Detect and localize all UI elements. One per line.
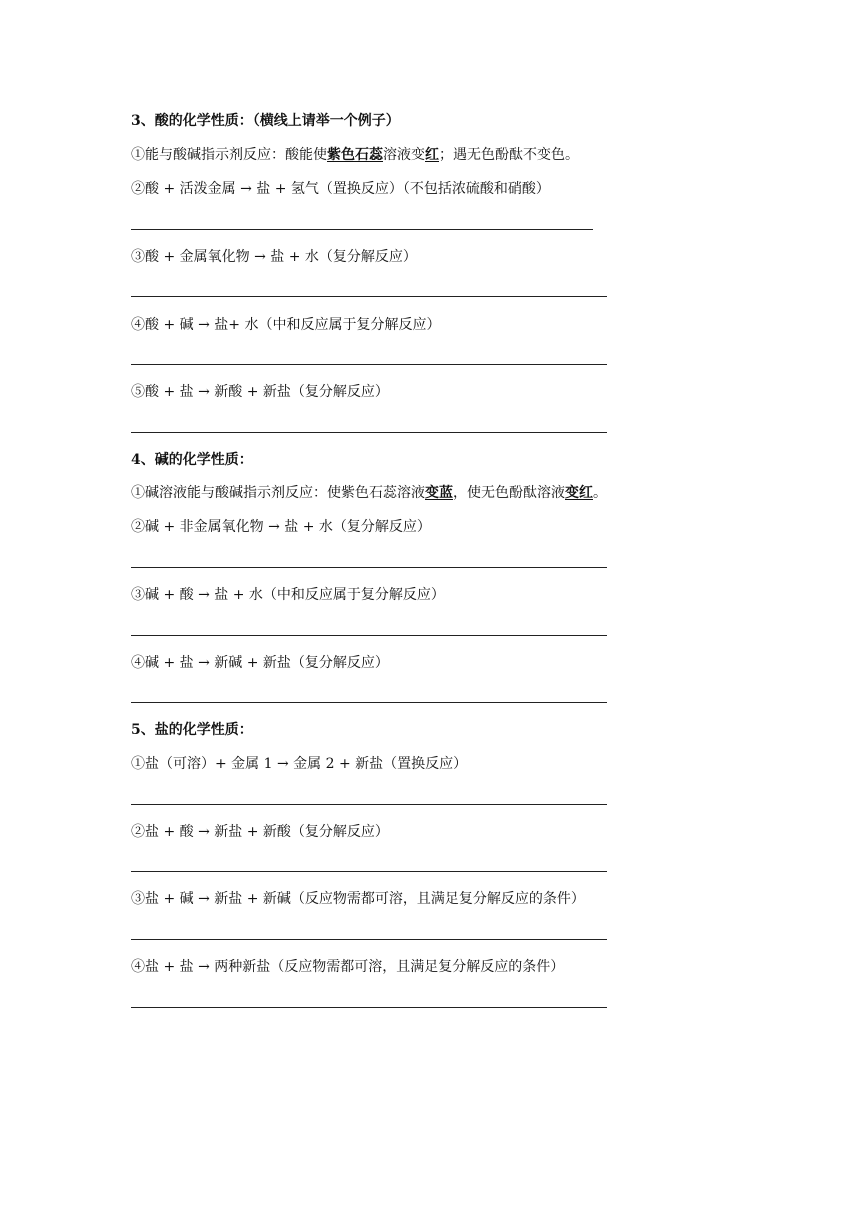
emphasis-turn-red: 变红 xyxy=(565,485,593,501)
section-heading-salt: 5、盐的化学性质： xyxy=(131,722,253,738)
answer-blank-salt-4[interactable] xyxy=(131,1007,607,1008)
base-property-4: ④碱 + 盐 → 新碱 + 新盐（复分解反应） xyxy=(131,655,389,671)
acid-property-1 xyxy=(131,145,579,165)
acid-property-4: ④酸 + 碱 → 盐+ 水（中和反应属于复分解反应） xyxy=(131,317,441,333)
salt-property-4: ④盐 + 盐 → 两种新盐（反应物需都可溶，且满足复分解反应的条件） xyxy=(131,959,565,975)
acid-property-3: ③酸 + 金属氧化物 → 盐 + 水（复分解反应） xyxy=(131,249,417,265)
base-property-1 xyxy=(131,483,607,503)
answer-blank-acid-2[interactable] xyxy=(131,229,593,230)
base-property-3: ③碱 + 酸 → 盐 + 水（中和反应属于复分解反应） xyxy=(131,587,445,603)
answer-blank-acid-4[interactable] xyxy=(131,364,607,365)
text-run: 溶液变 xyxy=(383,147,425,163)
text-run: ；遇无色酚酞不变色。 xyxy=(439,147,579,163)
text-run: ①碱溶液能与酸碱指示剂反应：使紫色石蕊溶液 xyxy=(131,485,425,501)
emphasis-purple-litmus: 紫色石蕊 xyxy=(327,147,383,163)
answer-blank-base-3[interactable] xyxy=(131,635,607,636)
acid-property-5: ⑤酸 + 盐 → 新酸 + 新盐（复分解反应） xyxy=(131,384,389,400)
answer-blank-base-4[interactable] xyxy=(131,702,607,703)
text-run: 。 xyxy=(593,485,607,501)
section-heading-base: 4、碱的化学性质： xyxy=(131,452,253,468)
text-run: ①能与酸碱指示剂反应：酸能使 xyxy=(131,147,327,163)
acid-property-2: ②酸 + 活泼金属 → 盐 + 氢气（置换反应）（不包括浓硫酸和硝酸） xyxy=(131,181,550,197)
answer-blank-salt-3[interactable] xyxy=(131,939,607,940)
answer-blank-salt-1[interactable] xyxy=(131,804,607,805)
salt-property-1: ①盐（可溶）+ 金属 1 → 金属 2 + 新盐（置换反应） xyxy=(131,756,468,772)
answer-blank-acid-5[interactable] xyxy=(131,432,607,433)
salt-property-2: ②盐 + 酸 → 新盐 + 新酸（复分解反应） xyxy=(131,824,389,840)
section-heading-acid: 3、酸的化学性质：（横线上请举一个例子） xyxy=(131,113,400,129)
answer-blank-base-2[interactable] xyxy=(131,567,607,568)
answer-blank-salt-2[interactable] xyxy=(131,871,607,872)
answer-blank-acid-3[interactable] xyxy=(131,296,607,297)
emphasis-turn-blue: 变蓝 xyxy=(425,485,453,501)
emphasis-red: 红 xyxy=(425,147,439,163)
text-run: ，使无色酚酞溶液 xyxy=(453,485,565,501)
base-property-2: ②碱 + 非金属氧化物 → 盐 + 水（复分解反应） xyxy=(131,519,431,535)
salt-property-3: ③盐 + 碱 → 新盐 + 新碱（反应物需都可溶，且满足复分解反应的条件） xyxy=(131,891,585,907)
